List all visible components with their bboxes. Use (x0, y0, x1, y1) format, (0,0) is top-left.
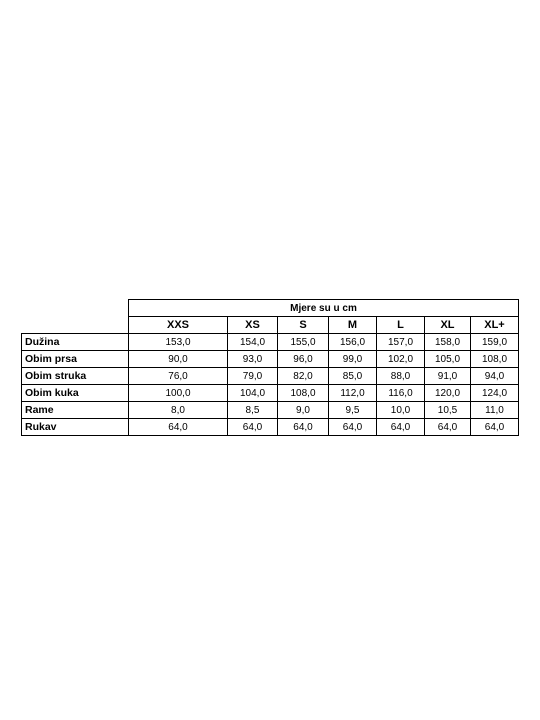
table-cell: 90,0 (129, 351, 228, 368)
table-cell: 158,0 (425, 334, 471, 351)
table-row (22, 334, 519, 351)
size-header-m: M (329, 317, 377, 334)
size-header-xs: XS (228, 317, 278, 334)
table-cell: 76,0 (129, 368, 228, 385)
table-cell: 102,0 (377, 351, 425, 368)
row-label-duzina: Dužina (22, 334, 129, 351)
table-cell: 64,0 (425, 419, 471, 436)
table-cell: 104,0 (228, 385, 278, 402)
table-cell: 120,0 (425, 385, 471, 402)
table-cell: 153,0 (129, 334, 228, 351)
table-row (22, 402, 519, 419)
table-cell: 112,0 (329, 385, 377, 402)
table-cell: 64,0 (228, 419, 278, 436)
table-cell: 105,0 (425, 351, 471, 368)
table-cell: 64,0 (377, 419, 425, 436)
row-label-obim-prsa: Obim prsa (22, 351, 129, 368)
table-cell: 9,5 (329, 402, 377, 419)
size-header-s: S (278, 317, 329, 334)
table-cell: 91,0 (425, 368, 471, 385)
table-cell: 100,0 (129, 385, 228, 402)
table-row (22, 368, 519, 385)
table-caption: Mjere su u cm (129, 300, 519, 317)
size-header-xxs: XXS (129, 317, 228, 334)
table-cell: 154,0 (228, 334, 278, 351)
table-cell: 94,0 (471, 368, 519, 385)
table-cell: 85,0 (329, 368, 377, 385)
table-cell: 116,0 (377, 385, 425, 402)
table-cell: 8,0 (129, 402, 228, 419)
size-header-xl-plus: XL+ (471, 317, 519, 334)
header-blank (22, 317, 129, 334)
table-cell: 156,0 (329, 334, 377, 351)
table-cell: 64,0 (129, 419, 228, 436)
table-cell: 64,0 (278, 419, 329, 436)
corner-blank (22, 300, 129, 317)
table-cell: 99,0 (329, 351, 377, 368)
table-cell: 108,0 (278, 385, 329, 402)
row-label-obim-kuka: Obim kuka (22, 385, 129, 402)
row-label-obim-struka: Obim struka (22, 368, 129, 385)
table-row (22, 419, 519, 436)
table-cell: 93,0 (228, 351, 278, 368)
size-chart-table (21, 299, 519, 436)
table-cell: 79,0 (228, 368, 278, 385)
table-cell: 108,0 (471, 351, 519, 368)
table-row (22, 385, 519, 402)
table-cell: 155,0 (278, 334, 329, 351)
row-label-rukav: Rukav (22, 419, 129, 436)
size-header-xl: XL (425, 317, 471, 334)
table-cell: 82,0 (278, 368, 329, 385)
table-cell: 10,0 (377, 402, 425, 419)
table-row (22, 351, 519, 368)
table-cell: 64,0 (471, 419, 519, 436)
size-header-l: L (377, 317, 425, 334)
table-cell: 157,0 (377, 334, 425, 351)
caption-row (22, 300, 519, 317)
table-cell: 11,0 (471, 402, 519, 419)
size-header-row (22, 317, 519, 334)
table-cell: 9,0 (278, 402, 329, 419)
row-label-rame: Rame (22, 402, 129, 419)
table-cell: 124,0 (471, 385, 519, 402)
table-cell: 8,5 (228, 402, 278, 419)
table-cell: 10,5 (425, 402, 471, 419)
table-cell: 64,0 (329, 419, 377, 436)
table-cell: 96,0 (278, 351, 329, 368)
table-cell: 88,0 (377, 368, 425, 385)
table-cell: 159,0 (471, 334, 519, 351)
